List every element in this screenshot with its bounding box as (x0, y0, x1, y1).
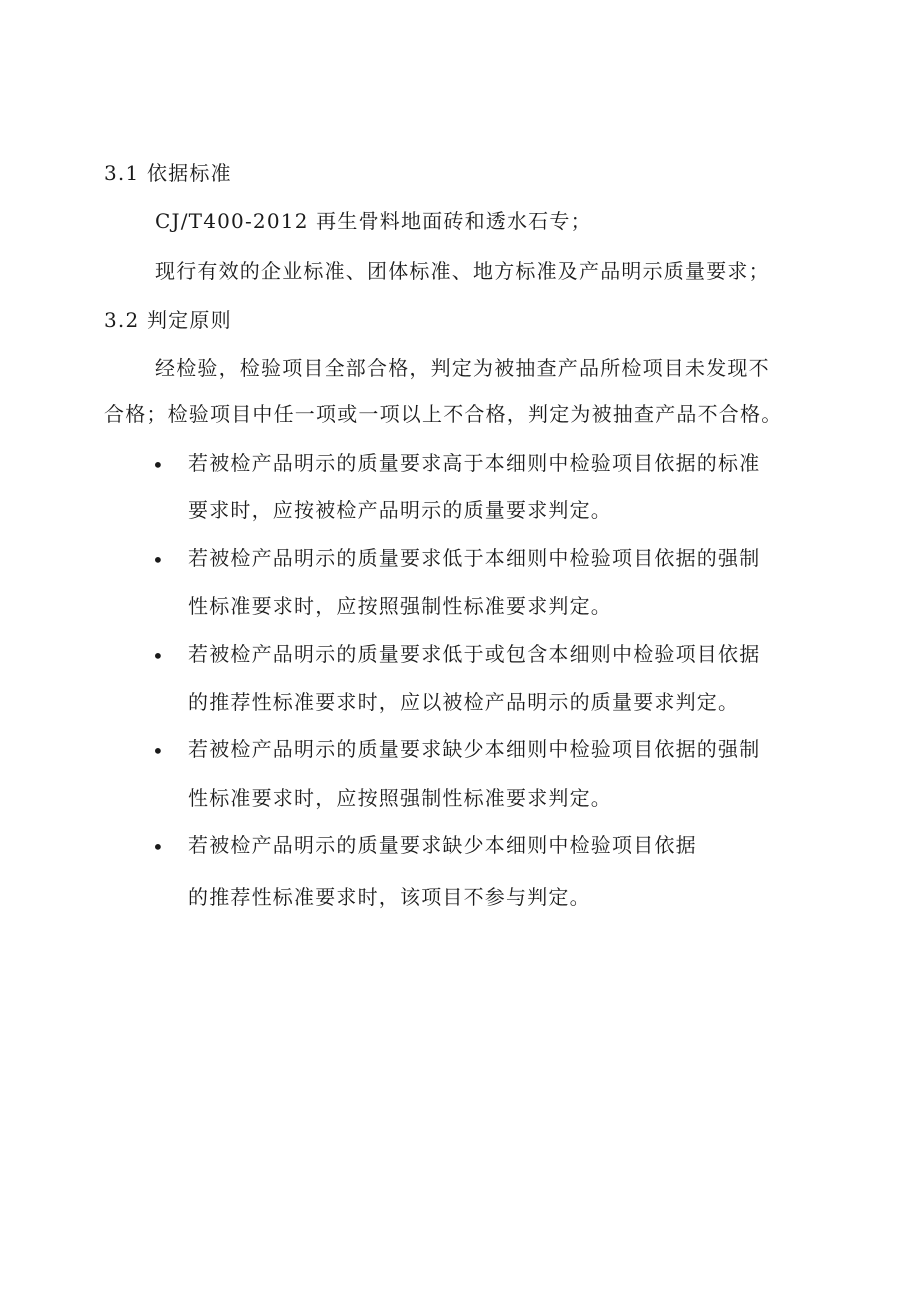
bullet-icon: • (152, 453, 164, 477)
bullet-item-2-line-1: 若被检产品明示的质量要求低于本细则中检验项目依据的强制 (188, 546, 761, 570)
bullet-item-4-line-2: 性标准要求时，应按照强制性标准要求判定。 (188, 786, 612, 810)
bullet-item-3-line-1: 若被检产品明示的质量要求低于或包含本细则中检验项目依据 (188, 642, 761, 666)
principle-paragraph-line-1: 经检验，检验项目全部合格，判定为被抽查产品所检项目未发现不 (155, 356, 770, 380)
principle-paragraph-line-2: 合格；检验项目中任一项或一项以上不合格，判定为被抽查产品不合格。 (104, 402, 783, 426)
section-3-1-heading: 3.1 依据标准 (104, 161, 232, 185)
bullet-item-4-line-1: 若被检产品明示的质量要求缺少本细则中检验项目依据的强制 (188, 737, 761, 761)
other-standards-line: 现行有效的企业标准、团体标准、地方标准及产品明示质量要求； (155, 259, 770, 283)
bullet-icon: • (152, 644, 164, 668)
section-3-2-heading: 3.2 判定原则 (104, 308, 232, 332)
bullet-item-3-line-2: 的推荐性标准要求时，应以被检产品明示的质量要求判定。 (188, 690, 740, 714)
bullet-icon: • (152, 739, 164, 763)
bullet-icon: • (152, 548, 164, 572)
bullet-icon: • (152, 835, 164, 859)
bullet-item-2-line-2: 性标准要求时，应按照强制性标准要求判定。 (188, 594, 612, 618)
bullet-item-1-line-1: 若被检产品明示的质量要求高于本细则中检验项目依据的标准 (188, 451, 761, 475)
bullet-item-5-line-1: 若被检产品明示的质量要求缺少本细则中检验项目依据 (188, 833, 697, 857)
bullet-item-1-line-2: 要求时，应按被检产品明示的质量要求判定。 (188, 498, 612, 522)
bullet-item-5-line-2: 的推荐性标准要求时，该项目不参与判定。 (188, 885, 591, 909)
standard-reference-line: CJ/T400-2012 再生骨料地面砖和透水石专； (155, 209, 592, 233)
